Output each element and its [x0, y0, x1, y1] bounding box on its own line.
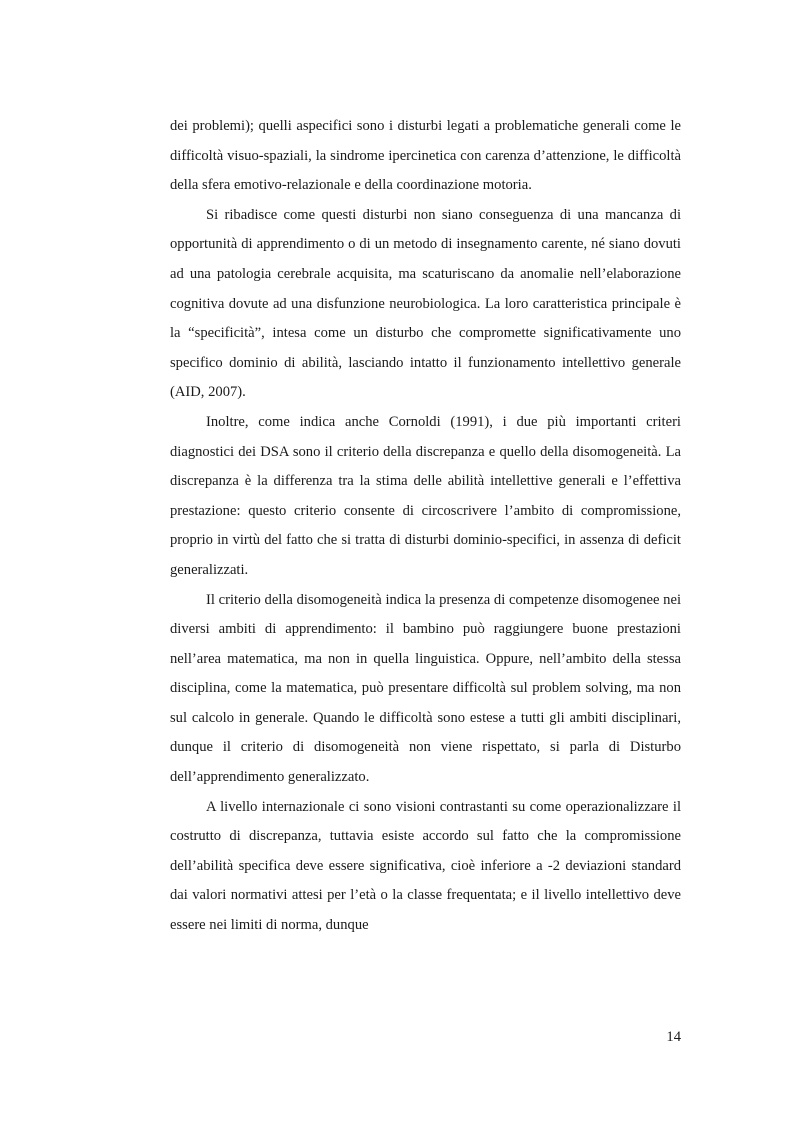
- paragraph-continuation: dei problemi); quelli aspecifici sono i disturbi legati a problematiche generali come le difficoltà visuo-spaziali, la sindrome ipercinetica con carenza d’attenzione, le difficoltà della sfera emotivo-relazionale e della coordinazione motoria.: [170, 118, 681, 194]
- paragraph-international: A livello internazionale ci sono visioni contrastanti su come operazionalizzare il costrutto di discrepanza, tuttavia esiste accordo sul fatto che la compromissione dell’abilità specifica deve essere significativa, cioè inferiore a -2 deviazioni standard dai valori normativi attesi per l’età o la classe frequentata; e il livello intellettivo deve essere nei limiti di norma, dunque: [170, 798, 681, 934]
- page-number: 14: [666, 1029, 681, 1045]
- page-body: [170, 112, 681, 941]
- paragraph-criteria: Inoltre, come indica anche Cornoldi (1991), i due più importanti criteri diagnostici dei DSA sono il criterio della discrepanza e quello della disomogeneità. La discrepanza è la differenza tra la stima delle abilità intellettive generali e l’effettiva prestazione: questo criterio consente di circoscrivere l’ambito di compromissione, proprio in virtù del fatto che si tratta di disturbi dominio-specifici, in assenza di deficit generalizzati.: [170, 413, 681, 578]
- paragraph-specificity: Si ribadisce come questi disturbi non siano conseguenza di una mancanza di opportunità di apprendimento o di un metodo di insegnamento carente, né siano dovuti ad una patologia cerebrale acquisita, ma scaturiscano da anomalie nell’elaborazione cognitiva dovute ad una disfunzione neurobiologica. La loro caratteristica principale è la “specificità”, intesa come un disturbo che compromette significativamente uno specifico dominio di abilità, lasciando intatto il funzionamento intellettivo generale (AID, 2007).: [170, 206, 681, 401]
- paragraph-inhomogeneity: Il criterio della disomogeneità indica la presenza di competenze disomogenee nei diversi ambiti di apprendimento: il bambino può raggiungere buone prestazioni nell’area matematica, ma non in quella linguistica. Oppure, nell’ambito della stessa disciplina, come la matematica, può presentare difficoltà sul problem solving, ma non sul calcolo in generale. Quando le difficoltà sono estese a tutti gli ambiti disciplinari, dunque il criterio di disomogeneità non viene rispettato, si parla di Disturbo dell’apprendimento generalizzato.: [170, 591, 681, 786]
